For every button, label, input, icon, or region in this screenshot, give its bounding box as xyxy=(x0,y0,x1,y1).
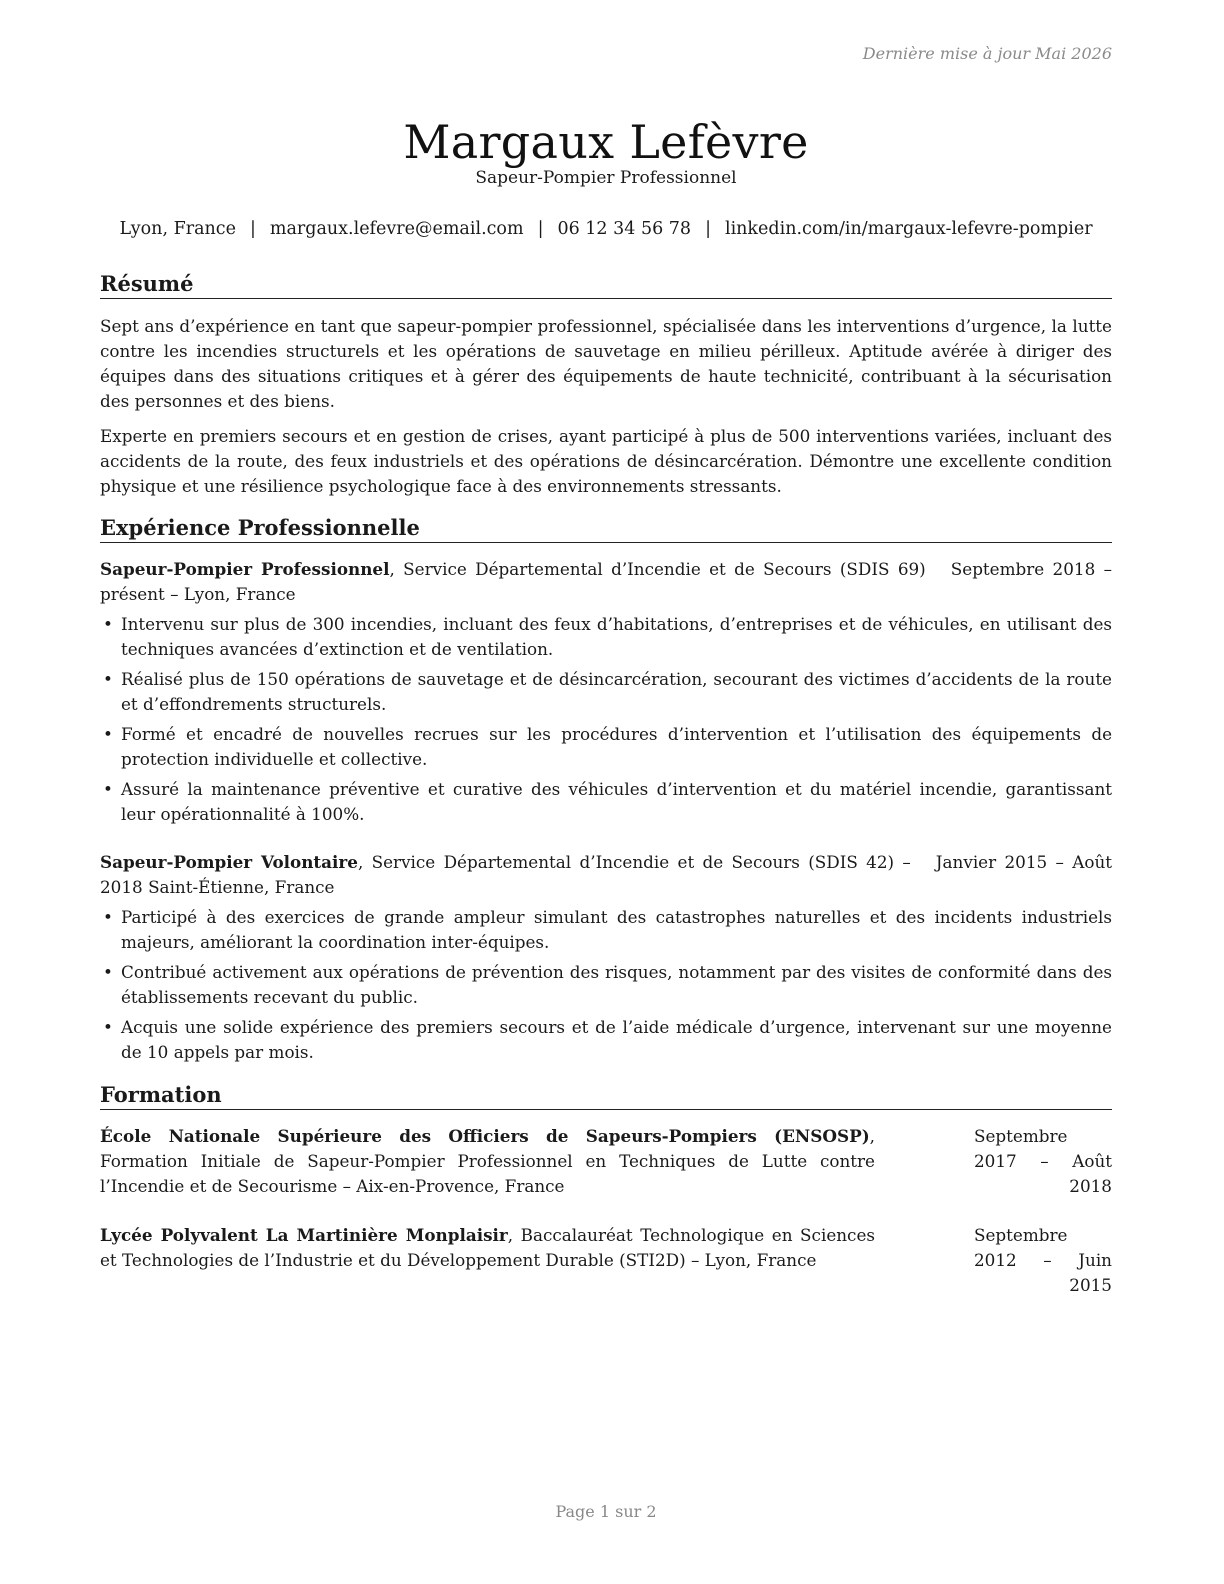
contact-line xyxy=(100,219,1112,239)
resume-page xyxy=(100,0,1112,1584)
contact-separator: | xyxy=(705,219,711,239)
last-updated-note: Dernière mise à jour Mai 2026 xyxy=(862,44,1112,63)
education-program: , Baccalauréat Technologique en Sciences et Technologies de l’Industrie et du Développement Durable (STI2D) – Lyon, France xyxy=(100,1225,876,1270)
job-role: Sapeur-Pompier Volontaire xyxy=(100,852,358,872)
job-entry-1 xyxy=(100,557,1112,832)
job-entry-2 xyxy=(100,850,1112,1070)
list-item xyxy=(100,667,1112,717)
job-bullet-list xyxy=(100,612,1112,827)
education-details xyxy=(100,1223,875,1298)
contact-separator: | xyxy=(249,219,256,239)
list-item xyxy=(100,1015,1112,1065)
contact-separator: | xyxy=(537,219,544,239)
section-heading-education: Formation xyxy=(100,1082,1112,1110)
education-entry-1 xyxy=(100,1124,1112,1199)
job-dates: Septembre 2018 – présent xyxy=(100,559,1113,604)
section-heading-summary: Résumé xyxy=(100,271,1112,299)
bullet-text: Acquis une solide expérience des premiers secours et de l’aide médicale d’urgence, intervenant sur une moyenne de 10 appels par mois. xyxy=(121,1017,1112,1062)
section-heading-experience: Expérience Professionnelle xyxy=(100,515,1112,543)
contact-phone[interactable]: 06 12 34 56 78 xyxy=(557,219,692,239)
bullet-icon: • xyxy=(103,724,113,744)
summary-paragraph-2: Experte en premiers secours et en gestion de crises, ayant participé à plus de 500 interventions variées, incluant des accidents de la route, des feux industriels et des opérations de désincarcération. Démontre une excellente condition physique et une résilience psychologique face à des environnements stressants. xyxy=(100,426,1112,496)
education-program: , Formation Initiale de Sapeur-Pompier Professionnel en Techniques de Lutte contre l’Incendie et de Secourisme – Aix-en-Provence, France xyxy=(100,1126,875,1196)
bullet-icon: • xyxy=(103,779,113,799)
bullet-text: Contribué activement aux opérations de prévention des risques, notamment par des visites de conformité dans des établissements recevant du public. xyxy=(121,962,1112,1007)
education-dates: Septembre 2017 – Août 2018 xyxy=(974,1126,1112,1196)
education-school: École Nationale Supérieure des Officiers de Sapeurs-Pompiers (ENSOSP) xyxy=(100,1126,870,1146)
bullet-icon: • xyxy=(103,614,113,634)
contact-linkedin[interactable]: linkedin.com/in/margaux-lefevre-pompier xyxy=(724,219,1093,239)
job-organization: , Service Départemental d’Incendie et de Secours (SDIS 42) – xyxy=(357,852,911,872)
bullet-text: Réalisé plus de 150 opérations de sauvetage et de désincarcération, secourant des victimes d’accidents de la route et d’effondrements structurels. xyxy=(121,669,1112,714)
list-item xyxy=(100,722,1112,772)
job-dates: Janvier 2015 – Août 2018 xyxy=(100,852,1112,897)
job-role: Sapeur-Pompier Professionnel xyxy=(100,559,390,579)
contact-email[interactable]: margaux.lefevre@email.com xyxy=(269,219,524,239)
education-school: Lycée Polyvalent La Martinière Monplaisir xyxy=(100,1225,508,1245)
bullet-text: Formé et encadré de nouvelles recrues sur les procédures d’intervention et l’utilisation des équipements de protection individuelle et collective. xyxy=(121,724,1112,769)
education-details xyxy=(100,1124,875,1199)
education-entry-2 xyxy=(100,1223,1112,1298)
list-item xyxy=(100,960,1112,1010)
list-item xyxy=(100,777,1112,827)
candidate-title: Sapeur-Pompier Professionnel xyxy=(475,168,737,188)
list-item xyxy=(100,612,1112,662)
page-number: Page 1 sur 2 xyxy=(555,1502,657,1521)
candidate-name: Margaux Lefèvre xyxy=(403,114,809,169)
job-bullet-list xyxy=(100,905,1112,1065)
job-header xyxy=(100,850,1112,900)
bullet-icon: • xyxy=(103,669,113,689)
job-header xyxy=(100,557,1112,607)
bullet-text: Intervenu sur plus de 300 incendies, incluant des feux d’habitations, d’entreprises et de véhicules, en utilisant des techniques avancées d’extinction et de ventilation. xyxy=(121,614,1112,659)
summary-paragraph-1: Sept ans d’expérience en tant que sapeur-pompier professionnel, spécialisée dans les interventions d’urgence, la lutte contre les incendies structurels et les opérations de sauvetage en milieu périlleux. Aptitude avérée à diriger des équipes dans des situations critiques et à gérer des équipements de haute technicité, contribuant à la sécurisation des personnes et des biens. xyxy=(100,316,1112,411)
job-location: – Lyon, France xyxy=(170,584,296,604)
bullet-icon: • xyxy=(103,907,113,927)
bullet-icon: • xyxy=(103,1017,113,1037)
bullet-text: Participé à des exercices de grande ampleur simulant des catastrophes naturelles et des incidents industriels majeurs, améliorant la coordination inter-équipes. xyxy=(121,907,1112,952)
job-location: Saint-Étienne, France xyxy=(148,877,335,897)
contact-location: Lyon, France xyxy=(119,219,236,239)
job-organization: , Service Départemental d’Incendie et de Secours (SDIS 69) xyxy=(389,559,926,579)
list-item xyxy=(100,905,1112,955)
education-dates: Septembre 2012 – Juin 2015 xyxy=(974,1225,1112,1295)
bullet-text: Assuré la maintenance préventive et curative des véhicules d’intervention et du matériel incendie, garantissant leur opérationnalité à 100%. xyxy=(121,779,1112,824)
bullet-icon: • xyxy=(103,962,113,982)
